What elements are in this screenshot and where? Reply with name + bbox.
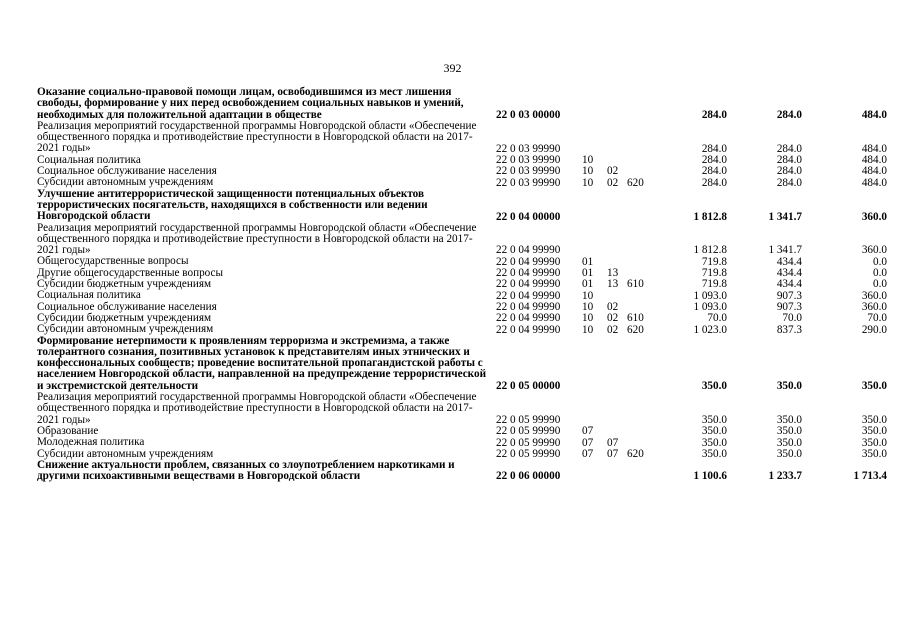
amount-year-2: 350.0 — [776, 436, 802, 449]
amount-year-2: 350.0 — [776, 413, 802, 426]
table-row — [37, 290, 887, 301]
subsection-code: 13 — [607, 267, 619, 280]
amount-year-3: 350.0 — [861, 425, 887, 438]
row-cells — [37, 437, 887, 449]
row-cells — [37, 324, 887, 336]
row-cells — [37, 143, 887, 155]
amount-year-2: 837.3 — [776, 323, 802, 336]
subsection-code: 02 — [607, 323, 619, 336]
row-name: Другие общегосударственные вопросы — [37, 266, 224, 279]
page-number: 392 — [443, 61, 462, 75]
amount-year-3: 350.0 — [861, 413, 887, 426]
row-name: Социальное обслуживание населения — [37, 300, 217, 313]
amount-year-1: 350.0 — [701, 425, 727, 438]
section-code: 01 — [582, 255, 594, 268]
amount-year-2: 907.3 — [776, 289, 802, 302]
amount-year-2: 284.0 — [776, 142, 802, 155]
amount-year-2: 350.0 — [776, 425, 802, 438]
table-row — [37, 121, 887, 155]
table-row — [37, 437, 887, 448]
amount-year-2: 284.0 — [776, 154, 802, 167]
row-name: Реализация мероприятий государственной программы Новгородской области «Обеспечение общественного порядка и противодействие преступности в Новгородской области на 2017-2021 годы» — [37, 391, 477, 426]
amount-year-1: 1 812.8 — [693, 210, 727, 223]
amount-year-1: 719.8 — [701, 278, 727, 291]
subsection-code: 07 — [607, 447, 619, 460]
table-row — [37, 460, 887, 483]
table-row — [37, 392, 887, 426]
row-cells — [37, 256, 887, 268]
amount-year-1: 284.0 — [701, 108, 727, 121]
subsection-code: 02 — [607, 176, 619, 189]
amount-year-2: 1 233.7 — [768, 470, 802, 483]
expense-type-code: 620 — [627, 176, 644, 189]
row-name: Реализация мероприятий государственной программы Новгородской области «Обеспечение общественного порядка и противодействие преступности в Новгородской области на 2017-2021 годы» — [37, 221, 477, 257]
amount-year-1: 1 093.0 — [693, 300, 727, 313]
row-cells — [37, 425, 887, 437]
section-code: 07 — [582, 425, 594, 438]
amount-year-1: 350.0 — [701, 380, 727, 393]
row-name: Формирование нетерпимости к проявлениям терроризма и экстремизма, а также толерантного сознания, позитивных установок к представителям иных этнических и конфессиональных сообществ; проведение воспитательной пропагандистской работы с населением Новгородской области, направленной на предупреждение террористической и экстремистской деятельности — [37, 334, 487, 392]
row-name: Субсидии бюджетным учреждениям — [37, 311, 212, 324]
section-code: 01 — [582, 278, 594, 291]
amount-year-3: 350.0 — [861, 380, 887, 393]
row-name: Оказание социально-правовой помощи лицам, освободившимся из мест лишения свободы, формирование у них перед освобождением социальных навыков и умений, необходимых для положительной адаптации в обществе — [37, 86, 464, 121]
amount-year-3: 350.0 — [861, 447, 887, 460]
row-cells — [37, 278, 887, 290]
row-name: Субсидии автономным учреждениям — [37, 176, 214, 189]
table-row — [37, 87, 887, 121]
table-row — [37, 426, 887, 437]
amount-year-3: 0.0 — [873, 278, 887, 291]
expense-type-code: 620 — [627, 447, 644, 460]
row-cells — [37, 211, 887, 223]
row-cells — [37, 448, 887, 460]
target-article-code: 22 0 04 99990 — [496, 323, 561, 336]
row-name: Субсидии бюджетным учреждениям — [37, 278, 212, 291]
amount-year-2: 350.0 — [776, 447, 802, 460]
table-row — [37, 223, 887, 257]
section-code: 10 — [582, 300, 594, 313]
amount-year-3: 484.0 — [861, 154, 887, 167]
amount-year-1: 70.0 — [707, 312, 727, 325]
row-name: Субсидии автономным учреждениям — [37, 323, 214, 336]
section-code: 07 — [582, 447, 594, 460]
target-article-code: 22 0 05 99990 — [496, 447, 561, 460]
budget-table — [37, 87, 887, 482]
row-cells — [37, 177, 887, 189]
amount-year-1: 350.0 — [701, 413, 727, 426]
row-name: Молодежная политика — [37, 436, 145, 449]
target-article-code: 22 0 04 99990 — [496, 300, 561, 313]
expense-type-code: 610 — [627, 278, 644, 291]
amount-year-2: 434.4 — [776, 255, 802, 268]
section-code: 10 — [582, 312, 594, 325]
expense-type-code: 620 — [627, 323, 644, 336]
amount-year-1: 1 100.6 — [693, 470, 727, 483]
amount-year-3: 0.0 — [873, 255, 887, 268]
amount-year-3: 360.0 — [861, 244, 887, 257]
amount-year-1: 1 023.0 — [693, 323, 727, 336]
row-name: Реализация мероприятий государственной программы Новгородской области «Обеспечение общественного порядка и противодействие преступности в Новгородской области на 2017-2021 годы» — [37, 119, 477, 155]
amount-year-2: 284.0 — [776, 165, 802, 178]
target-article-code: 22 0 04 99990 — [496, 289, 561, 302]
target-article-code: 22 0 04 00000 — [496, 210, 561, 223]
row-name: Социальное обслуживание населения — [37, 165, 217, 178]
row-name: Улучшение антитеррористической защищенности потенциальных объектов террористических посягательств, находящихся в собственности или ведении Новгородской области — [37, 187, 428, 223]
target-article-code: 22 0 04 99990 — [496, 267, 561, 280]
amount-year-3: 360.0 — [861, 289, 887, 302]
amount-year-3: 70.0 — [867, 312, 887, 325]
amount-year-3: 484.0 — [861, 176, 887, 189]
target-article-code: 22 0 05 99990 — [496, 436, 561, 449]
target-article-code: 22 0 05 00000 — [496, 380, 561, 393]
row-name: Социальная политика — [37, 289, 141, 302]
amount-year-1: 284.0 — [701, 142, 727, 155]
row-name: Общегосударственные вопросы — [37, 255, 189, 268]
target-article-code: 22 0 04 99990 — [496, 244, 561, 257]
target-article-code: 22 0 04 99990 — [496, 255, 561, 268]
table-row — [37, 324, 887, 335]
amount-year-2: 70.0 — [782, 312, 802, 325]
target-article-code: 22 0 04 99990 — [496, 278, 561, 291]
row-name: Субсидии автономным учреждениям — [37, 447, 214, 460]
amount-year-2: 1 341.7 — [768, 210, 802, 223]
row-name: Образование — [37, 424, 99, 437]
amount-year-3: 290.0 — [861, 323, 887, 336]
table-row — [37, 279, 887, 290]
table-row — [37, 189, 887, 223]
table-row — [37, 336, 887, 392]
section-code: 10 — [582, 165, 594, 178]
amount-year-3: 0.0 — [873, 267, 887, 280]
amount-year-1: 350.0 — [701, 436, 727, 449]
section-code: 10 — [582, 289, 594, 302]
amount-year-2: 434.4 — [776, 278, 802, 291]
amount-year-3: 484.0 — [861, 108, 887, 121]
target-article-code: 22 0 04 99990 — [496, 312, 561, 325]
amount-year-2: 907.3 — [776, 300, 802, 313]
target-article-code: 22 0 05 99990 — [496, 413, 561, 426]
subsection-code: 13 — [607, 278, 619, 291]
row-name: Социальная политика — [37, 153, 141, 166]
row-cells — [37, 290, 887, 302]
amount-year-1: 719.8 — [701, 255, 727, 268]
target-article-code: 22 0 06 00000 — [496, 470, 561, 483]
amount-year-1: 1 812.8 — [693, 244, 727, 257]
row-cells — [37, 470, 887, 482]
row-cells — [37, 414, 887, 426]
amount-year-3: 360.0 — [861, 210, 887, 223]
subsection-code: 02 — [607, 300, 619, 313]
amount-year-2: 284.0 — [776, 176, 802, 189]
subsection-code: 02 — [607, 165, 619, 178]
amount-year-1: 1 093.0 — [693, 289, 727, 302]
target-article-code: 22 0 03 99990 — [496, 154, 561, 167]
amount-year-3: 484.0 — [861, 165, 887, 178]
amount-year-3: 360.0 — [861, 300, 887, 313]
section-code: 10 — [582, 176, 594, 189]
target-article-code: 22 0 05 99990 — [496, 425, 561, 438]
section-code: 10 — [582, 154, 594, 167]
section-code: 01 — [582, 267, 594, 280]
section-code: 07 — [582, 436, 594, 449]
target-article-code: 22 0 03 99990 — [496, 165, 561, 178]
amount-year-1: 284.0 — [701, 154, 727, 167]
amount-year-3: 350.0 — [861, 436, 887, 449]
expense-type-code: 610 — [627, 312, 644, 325]
section-code: 10 — [582, 323, 594, 336]
amount-year-1: 284.0 — [701, 165, 727, 178]
amount-year-2: 1 341.7 — [768, 244, 802, 257]
amount-year-3: 1 713.4 — [853, 470, 887, 483]
target-article-code: 22 0 03 00000 — [496, 108, 561, 121]
amount-year-2: 434.4 — [776, 267, 802, 280]
amount-year-1: 350.0 — [701, 447, 727, 460]
amount-year-3: 484.0 — [861, 142, 887, 155]
target-article-code: 22 0 03 99990 — [496, 176, 561, 189]
row-name: Снижение актуальности проблем, связанных со злоупотреблением наркотиками и другими психоактивными веществами в Новгородской области — [37, 458, 455, 483]
subsection-code: 02 — [607, 312, 619, 325]
subsection-code: 07 — [607, 436, 619, 449]
target-article-code: 22 0 03 99990 — [496, 142, 561, 155]
amount-year-2: 284.0 — [776, 108, 802, 121]
amount-year-1: 719.8 — [701, 267, 727, 280]
amount-year-2: 350.0 — [776, 380, 802, 393]
amount-year-1: 284.0 — [701, 176, 727, 189]
table-row — [37, 177, 887, 188]
